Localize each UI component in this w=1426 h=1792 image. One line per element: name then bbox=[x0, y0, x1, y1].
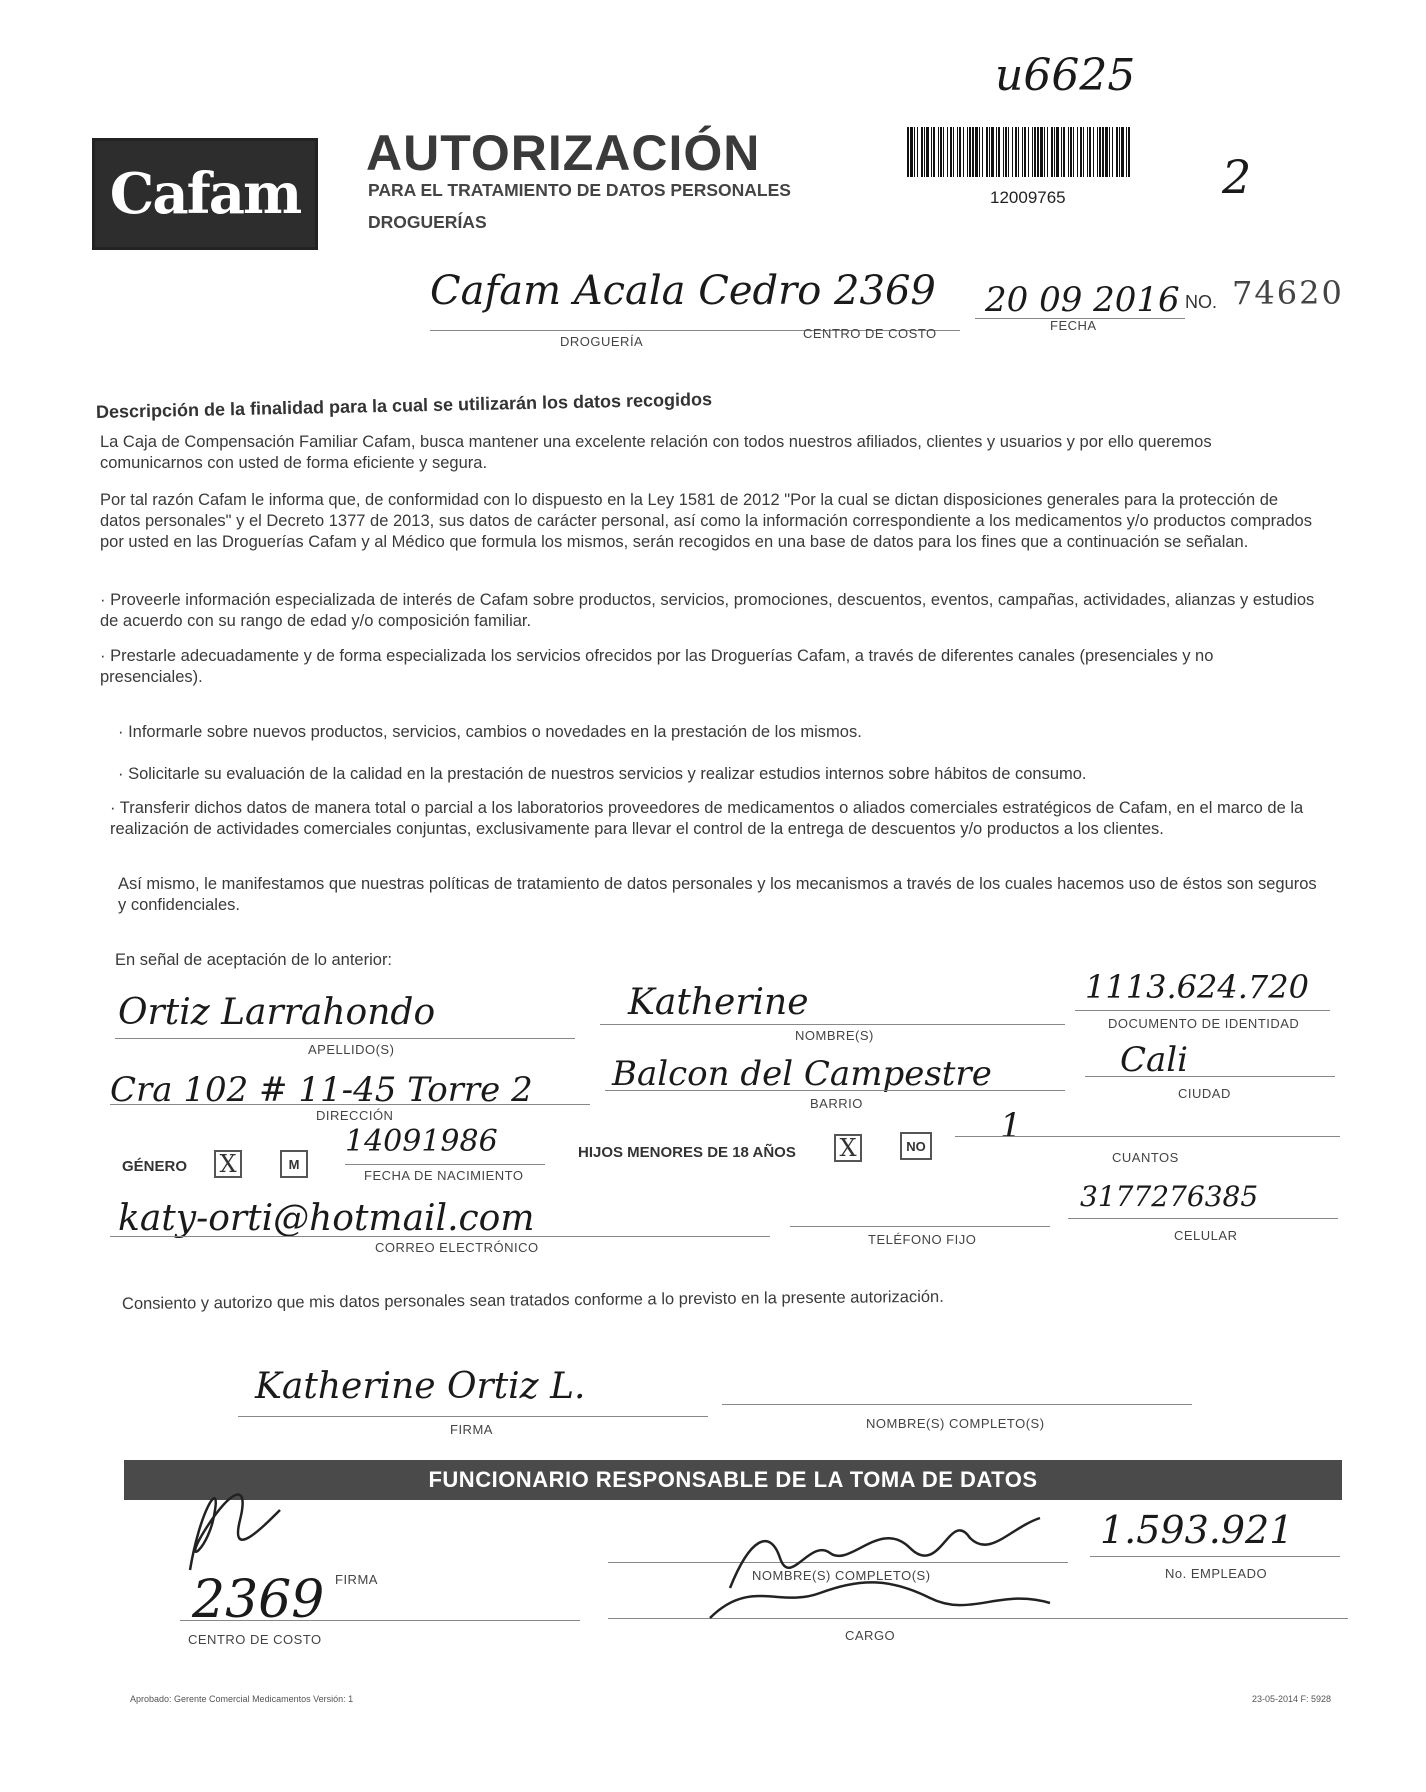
barcode-bar bbox=[963, 127, 964, 177]
barcode-number: 12009765 bbox=[990, 188, 1066, 207]
document-title: AUTORIZACIÓN bbox=[366, 125, 761, 181]
bullet-informacion: · Proveerle información especializada de interés de Cafam sobre productos, servicios, promociones, descuentos, eventos, campañas, actividades, alianzas y estudios de acuerdo con su rango de edad y/o composición familiar. bbox=[100, 591, 1315, 630]
no-empleado-value: 1.593.921 bbox=[1100, 1508, 1294, 1552]
barcode-bar bbox=[940, 127, 942, 177]
barcode-bar bbox=[1028, 127, 1029, 177]
barcode-bar bbox=[957, 127, 958, 177]
barcode-bar bbox=[1056, 127, 1059, 177]
barcode-bar bbox=[1047, 127, 1048, 177]
barcode-bar bbox=[982, 127, 983, 177]
barcode-bar bbox=[1040, 127, 1043, 177]
barcode-bar bbox=[1054, 127, 1055, 177]
barcode-bar bbox=[1024, 127, 1026, 177]
correo-value: katy-orti@hotmail.com bbox=[118, 1198, 535, 1239]
barcode-bar bbox=[917, 127, 918, 177]
barcode-bar bbox=[1018, 127, 1019, 177]
barcode-bar bbox=[991, 127, 994, 177]
barcode-bar bbox=[979, 127, 980, 177]
logo-text: Cafam bbox=[109, 161, 301, 227]
document-subtitle-drogerias: DROGUERÍAS bbox=[368, 212, 487, 232]
barcode-bar bbox=[989, 127, 990, 177]
nombre-completo-label: NOMBRE(S) COMPLETO(S) bbox=[866, 1416, 1045, 1431]
firma-titular-value: Katherine Ortiz L. bbox=[255, 1366, 586, 1407]
barcode-bar bbox=[1112, 127, 1113, 177]
cuantos-line bbox=[955, 1136, 1340, 1137]
barcode-bar bbox=[986, 127, 988, 177]
telefono-label: TELÉFONO FIJO bbox=[868, 1232, 977, 1247]
no-value: 74620 bbox=[1232, 274, 1344, 312]
barcode-bar bbox=[1051, 127, 1053, 177]
barcode-bar bbox=[1087, 127, 1088, 177]
funcionario-centro-costo-value: 2369 bbox=[192, 1570, 325, 1630]
footer-aprobado: Aprobado: Gerente Comercial Medicamentos Versión: 1 bbox=[130, 1694, 354, 1704]
barcode-bar bbox=[1093, 127, 1094, 177]
drogueria-value: Cafam Acala Cedro 2369 bbox=[430, 268, 936, 314]
barcode-bar bbox=[914, 127, 915, 177]
genero-m-checkbox[interactable]: M bbox=[280, 1150, 308, 1178]
barcode-bar bbox=[910, 127, 913, 177]
barcode-bar bbox=[1105, 127, 1108, 177]
documento-value: 1113.624.720 bbox=[1085, 968, 1309, 1006]
cuantos-label: CUANTOS bbox=[1112, 1150, 1179, 1165]
barcode-bar bbox=[1008, 127, 1009, 177]
nombre-line bbox=[600, 1024, 1065, 1025]
barcode-bar bbox=[1037, 127, 1039, 177]
bullet-transferir: · Transferir dichos datos de manera total o parcial a los laboratorios proveedores de medicamentos o aliados comerciales estratégicos de Cafam, en el marco de la realización de actividades comerciales conjuntas, exclusivamente para llevar el control de la entrega de descuentos y/o productos a los clientes. bbox=[110, 799, 1304, 838]
direccion-line bbox=[110, 1104, 590, 1105]
barcode-bar bbox=[933, 127, 935, 177]
barcode-bar bbox=[1109, 127, 1110, 177]
firma-titular-line bbox=[238, 1416, 708, 1417]
correo-label: CORREO ELECTRÓNICO bbox=[375, 1240, 539, 1255]
no-empleado-line bbox=[1090, 1556, 1340, 1557]
cargo-label: CARGO bbox=[845, 1628, 896, 1643]
funcionario-nombre-label: NOMBRE(S) COMPLETO(S) bbox=[752, 1568, 931, 1583]
documento-line bbox=[1075, 1010, 1330, 1011]
barcode-bar bbox=[921, 127, 923, 177]
drogueria-label: DROGUERÍA bbox=[560, 334, 644, 349]
barcode-bar bbox=[924, 127, 925, 177]
barcode-bar bbox=[1015, 127, 1017, 177]
barcode-bar bbox=[1003, 127, 1004, 177]
ciudad-value: Cali bbox=[1120, 1040, 1189, 1080]
telefono-line bbox=[790, 1226, 1050, 1227]
document-subtitle: PARA EL TRATAMIENTO DE DATOS PERSONALES bbox=[368, 180, 791, 200]
funcionario-firma-label: FIRMA bbox=[335, 1572, 378, 1587]
barcode-bar bbox=[1005, 127, 1007, 177]
paragraph-intro: La Caja de Compensación Familiar Cafam, busca mantener una excelente relación con todos nuestros afiliados, clientes y usuarios y por ello queremos comunicarnos con usted de forma eficiente y segura. bbox=[100, 433, 1212, 472]
barcode-bar bbox=[1128, 127, 1130, 177]
fecha-nacimiento-label: FECHA DE NACIMIENTO bbox=[364, 1168, 524, 1183]
documento-label: DOCUMENTO DE IDENTIDAD bbox=[1108, 1016, 1300, 1031]
hijos-no-checkbox[interactable]: NO bbox=[900, 1132, 932, 1160]
barcode-bar bbox=[950, 127, 952, 177]
nombre-completo-line bbox=[722, 1404, 1192, 1405]
bullet-evaluacion: · Solicitarle su evaluación de la calidad en la prestación de nuestros servicios y realizar estudios internos sobre hábitos de consumo. bbox=[118, 765, 1087, 783]
barcode-bar bbox=[1034, 127, 1036, 177]
section-title: Descripción de la finalidad para la cual se utilizarán los datos recogidos bbox=[95, 389, 713, 422]
barrio-value: Balcon del Campestre bbox=[612, 1054, 992, 1094]
barcode-bar bbox=[1012, 127, 1013, 177]
barcode-bar bbox=[938, 127, 939, 177]
direccion-label: DIRECCIÓN bbox=[316, 1108, 394, 1123]
fecha-label: FECHA bbox=[1050, 318, 1097, 333]
barcode-bar bbox=[1083, 127, 1084, 177]
centro-costo-label: CENTRO DE COSTO bbox=[803, 326, 937, 341]
barcode-bar bbox=[1068, 127, 1069, 177]
barcode-bar bbox=[967, 127, 968, 177]
barcode-bar bbox=[907, 127, 909, 177]
barcode-bar bbox=[1070, 127, 1072, 177]
celular-label: CELULAR bbox=[1174, 1228, 1238, 1243]
firma-titular-label: FIRMA bbox=[450, 1422, 493, 1437]
nombre-signature-scribble bbox=[690, 1498, 1090, 1628]
consent-text: Consiento y autorizo que mis datos personales sean tratados conforme a lo previsto en la presente autorización. bbox=[121, 1287, 944, 1313]
genero-f-checkbox[interactable]: X bbox=[214, 1150, 242, 1178]
celular-value: 3177276385 bbox=[1080, 1180, 1259, 1213]
apellidos-label: APELLIDO(S) bbox=[308, 1042, 395, 1057]
funcionario-banner: FUNCIONARIO RESPONSABLE DE LA TOMA DE DATOS bbox=[124, 1460, 1342, 1500]
paragraph-ley: Por tal razón Cafam le informa que, de conformidad con lo dispuesto en la Ley 1581 de 2012 "Por la cual se dictan disposiciones generales para la protección de datos personales" y el Decreto 1377 de 2013, sus datos de carácter personal, así como la información correspondiente a los medicamentos y/o productos comprados por usted en las Droguerías Cafam y al Médico que formula los mismos, serán recogidos en una base de datos para los fines que a continuación se señalan. bbox=[100, 491, 1312, 551]
barcode-bar bbox=[1119, 127, 1120, 177]
barcode-bar bbox=[959, 127, 961, 177]
barcode-bar bbox=[1061, 127, 1062, 177]
celular-line bbox=[1068, 1218, 1338, 1219]
nombre-value: Katherine bbox=[628, 982, 809, 1023]
barcode-bar bbox=[1099, 127, 1101, 177]
barcode-bar bbox=[953, 127, 954, 177]
hijos-label: HIJOS MENORES DE 18 AÑOS bbox=[578, 1144, 796, 1161]
barcode-bar bbox=[1044, 127, 1045, 177]
barcode-bar bbox=[1032, 127, 1033, 177]
cafam-logo bbox=[92, 138, 318, 250]
barcode-bar bbox=[1063, 127, 1065, 177]
barcode-bar bbox=[1102, 127, 1104, 177]
barrio-line bbox=[605, 1090, 1065, 1091]
barcode-bar bbox=[926, 127, 929, 177]
barcode-bar bbox=[1022, 127, 1023, 177]
barrio-label: BARRIO bbox=[810, 1096, 863, 1111]
barcode-bar bbox=[1073, 127, 1074, 177]
fecha-nacimiento-value: 14091986 bbox=[345, 1124, 498, 1159]
barcode-bar bbox=[1121, 127, 1124, 177]
ciudad-line bbox=[1085, 1076, 1335, 1077]
funcionario-signature-scribble bbox=[160, 1470, 360, 1580]
no-empleado-label: No. EMPLEADO bbox=[1165, 1566, 1268, 1581]
apellidos-value: Ortiz Larrahondo bbox=[118, 992, 436, 1033]
bullet-novedades: · Informarle sobre nuevos productos, servicios, cambios o novedades en la prestación de los mismos. bbox=[118, 723, 862, 741]
barcode-bar bbox=[943, 127, 944, 177]
funcionario-centro-costo-label: CENTRO DE COSTO bbox=[188, 1632, 322, 1647]
footer-date-code: 23-05-2014 F: 5928 bbox=[1252, 1694, 1332, 1704]
barcode-bar bbox=[969, 127, 971, 177]
barcode-image bbox=[907, 127, 1131, 177]
correo-line bbox=[110, 1236, 770, 1237]
cuantos-value: 1 bbox=[1000, 1106, 1022, 1146]
ciudad-label: CIUDAD bbox=[1178, 1086, 1231, 1101]
barcode-bar bbox=[1126, 127, 1127, 177]
barcode-bar bbox=[1097, 127, 1098, 177]
handwritten-reference: u6625 bbox=[995, 50, 1136, 101]
funcionario-firma-line bbox=[180, 1620, 580, 1621]
barcode-bar bbox=[975, 127, 978, 177]
fecha-nacimiento-line bbox=[345, 1164, 545, 1165]
barcode-bar bbox=[931, 127, 932, 177]
direccion-value: Cra 102 # 11-45 Torre 2 bbox=[110, 1070, 533, 1110]
paragraph-aceptacion: En señal de aceptación de lo anterior: bbox=[115, 951, 393, 969]
genero-label: GÉNERO bbox=[122, 1158, 188, 1175]
apellidos-line bbox=[115, 1038, 575, 1039]
barcode-bar bbox=[1116, 127, 1118, 177]
barcode-bar bbox=[998, 127, 1000, 177]
barcode-bar bbox=[972, 127, 974, 177]
paragraph-politicas: Así mismo, le manifestamos que nuestras políticas de tratamiento de datos personales y los mecanismos a través de los cuales hacemos uso de éstos son seguros y confidenciales. bbox=[118, 875, 1317, 914]
nombre-label: NOMBRE(S) bbox=[795, 1028, 874, 1043]
bullet-servicios: · Prestarle adecuadamente y de forma especializada los servicios ofrecidos por las Droguerías Cafam, a través de diferentes canales (presenciales y no presenciales). bbox=[100, 647, 1214, 686]
barcode-bar bbox=[1077, 127, 1078, 177]
barcode-bar bbox=[1080, 127, 1082, 177]
barcode-bar bbox=[947, 127, 948, 177]
barcode-bar bbox=[996, 127, 997, 177]
barcode-bar bbox=[1089, 127, 1091, 177]
hijos-si-checkbox[interactable]: X bbox=[834, 1134, 862, 1162]
handwritten-corner-mark: 2 bbox=[1222, 150, 1252, 204]
no-label: NO. bbox=[1185, 292, 1218, 312]
fecha-value: 20 09 2016 bbox=[985, 280, 1180, 320]
